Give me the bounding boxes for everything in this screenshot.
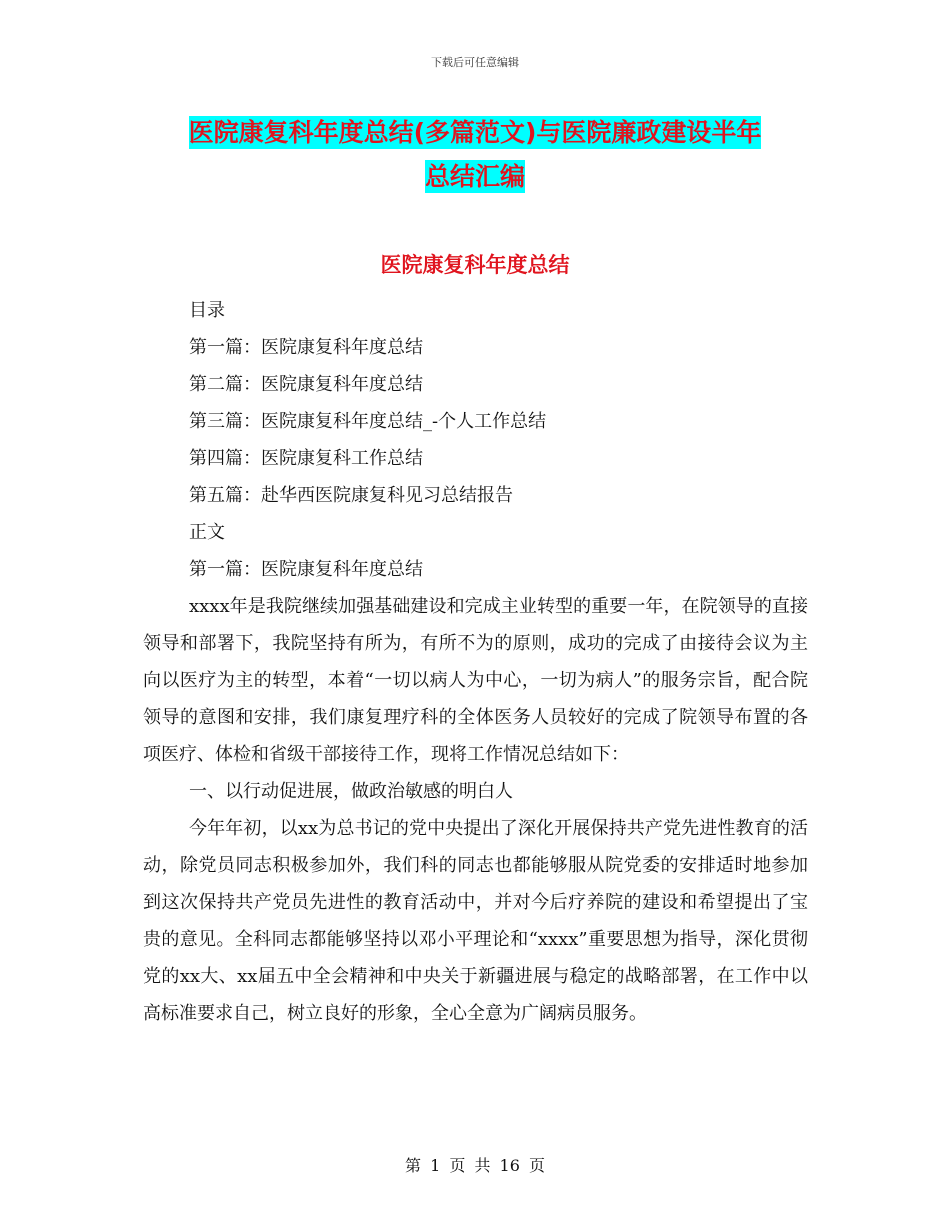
paragraph: 今年年初，以xx为总书记的党中央提出了深化开展保持共产党先进性教育的活动，除党员同志积极参加外，我们科的同志也都能够服从院党委的安排适时地参加到这次保持共产党员先进性的教育活动中，并对今后疗养院的建设和希望提出了宝贵的意见。全科同志都能够坚持以邓小平理论和“xxxx”重要思想为指导，深化贯彻党的xx大、xx届五中全会精神和中央关于新疆进展与稳定的战略部署，在工作中以高标准要求自己，树立良好的形象，全心全意为广阔病员服务。 — [143, 818, 808, 1024]
document-body — [143, 292, 808, 1032]
section-title: 医院康复科年度总结 — [380, 253, 570, 277]
paragraph: xxxx年是我院继续加强基础建设和完成主业转型的重要一年，在院领导的直接领导和部署下，我院坚持有所为，有所不为的原则，成功的完成了由接待会议为主向以医疗为主的转型，本着“一切以病人为中心，一切为病人”的服务宗旨，配合院领导的意图和安排，我们康复理疗科的全体医务人员较好的完成了院领导布置的各项医疗、体检和省级干部接待工作，现将工作情况总结如下： — [143, 596, 808, 765]
title-line-2: 总结汇编 — [424, 162, 525, 191]
toc-heading: 目录 — [189, 300, 225, 321]
header-note: 下载后可任意编辑 — [431, 56, 519, 69]
toc-item: 第三篇：医院康复科年度总结_-个人工作总结 — [189, 411, 547, 432]
title-line-1: 医院康复科年度总结(多篇范文)与医院廉政建设半年 — [188, 118, 762, 147]
document-title — [0, 111, 950, 199]
toc-item: 第二篇：医院康复科年度总结 — [189, 374, 423, 395]
toc-item: 第一篇：医院康复科年度总结 — [189, 337, 423, 358]
article-title: 第一篇：医院康复科年度总结 — [189, 559, 423, 580]
body-heading: 正文 — [189, 522, 225, 543]
page-footer: 第 1 页 共 16 页 — [405, 1156, 545, 1175]
toc-item: 第四篇：医院康复科工作总结 — [189, 448, 423, 469]
subheading: 一、以行动促进展，做政治敏感的明白人 — [189, 781, 513, 802]
toc-item: 第五篇：赴华西医院康复科见习总结报告 — [189, 485, 513, 506]
